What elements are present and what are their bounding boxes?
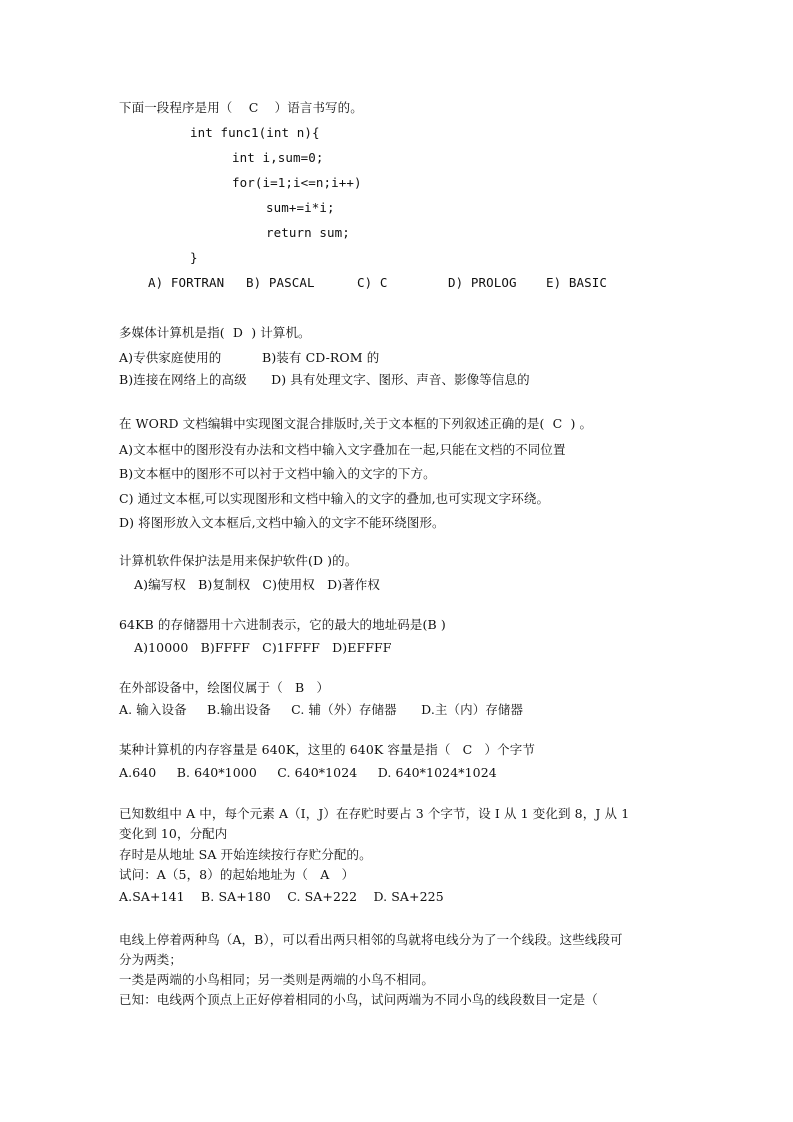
q1-option-b: B) PASCAL (246, 275, 315, 290)
q6-options: A. 输入设备 B.输出设备 C. 辅（外）存储器 D.主（内）存储器 (119, 702, 524, 717)
q1-option-e: E) BASIC (546, 275, 608, 290)
q2-option-line-2: B)连接在网络上的高级 D) 具有处理文字、图形、声音、影像等信息的 (119, 372, 530, 387)
q7-stem: 某种计算机的内存容量是 640K，这里的 640K 容量是指（ C ）个字节 (119, 742, 535, 757)
q1-option-a: A) FORTRAN (148, 275, 225, 290)
q4-options: A)编写权 B)复制权 C)使用权 D)著作权 (134, 577, 380, 592)
q9-stem-line-4: 已知：电线两个顶点上正好停着相同的小鸟，试问两端为不同小鸟的线段数目一定是（ (119, 992, 598, 1007)
q4-stem: 计算机软件保护法是用来保护软件(D )的。 (119, 553, 358, 568)
q7-options: A.640 B. 640*1000 C. 640*1024 D. 640*1024*1024 (119, 765, 497, 780)
q2-stem: 多媒体计算机是指( D ) 计算机。 (119, 325, 311, 340)
q1-stem: 下面一段程序是用（ C ）语言书写的。 (119, 100, 363, 115)
code-line-2: int i,sum=0; (232, 150, 324, 165)
q9-stem-line-3: 一类是两端的小鸟相同；另一类则是两端的小鸟不相同。 (119, 972, 435, 987)
code-line-4: sum+=i*i; (266, 200, 335, 215)
code-line-6: } (190, 250, 198, 265)
q9-stem-line-2: 分为两类； (119, 952, 183, 967)
q3-option-d: D) 将图形放入文本框后,文档中输入的文字不能环绕图形。 (119, 515, 445, 530)
q8-stem-line-1: 已知数组中 A 中，每个元素 A（I，J）在存贮时要占 3 个字节，设 I 从 1 变化到 8，J 从 1 (119, 806, 630, 821)
q3-option-c: C) 通过文本框,可以实现图形和文档中输入的文字的叠加,也可实现文字环绕。 (119, 491, 550, 506)
q8-stem-line-4: 试问：A（5，8）的起始地址为（ A ） (119, 867, 355, 882)
q3-option-b: B)文本框中的图形不可以衬于文档中输入的文字的下方。 (119, 466, 436, 481)
q5-options: A)10000 B)FFFF C)1FFFF D)EFFFF (134, 640, 392, 655)
q8-stem-line-2: 变化到 10，分配内 (119, 826, 228, 841)
q3-stem: 在 WORD 文档编辑中实现图文混合排版时,关于文本框的下列叙述正确的是( C ) 。 (119, 416, 593, 431)
q1-option-d: D) PROLOG (448, 275, 517, 290)
q1-option-c: C) C (357, 275, 388, 290)
q8-options: A.SA+141 B. SA+180 C. SA+222 D. SA+225 (119, 889, 444, 904)
code-line-5: return sum; (266, 225, 350, 240)
code-line-1: int func1(int n){ (190, 125, 320, 140)
q5-stem: 64KB 的存储器用十六进制表示，它的最大的地址码是(B ) (119, 617, 446, 632)
q6-stem: 在外部设备中，绘图仪属于（ B ） (119, 680, 330, 695)
code-line-3: for(i=1;i<=n;i++) (232, 175, 362, 190)
q3-option-a: A)文本框中的图形没有办法和文档中输入文字叠加在一起,只能在文档的不同位置 (119, 442, 566, 457)
q2-option-line-1: A)专供家庭使用的 B)装有 CD-ROM 的 (119, 350, 380, 365)
q8-stem-line-3: 存时是从地址 SA 开始连续按行存贮分配的。 (119, 847, 372, 862)
q9-stem-line-1: 电线上停着两种鸟（A，B），可以看出两只相邻的鸟就将电线分为了一个线段。这些线段可 (119, 932, 623, 947)
